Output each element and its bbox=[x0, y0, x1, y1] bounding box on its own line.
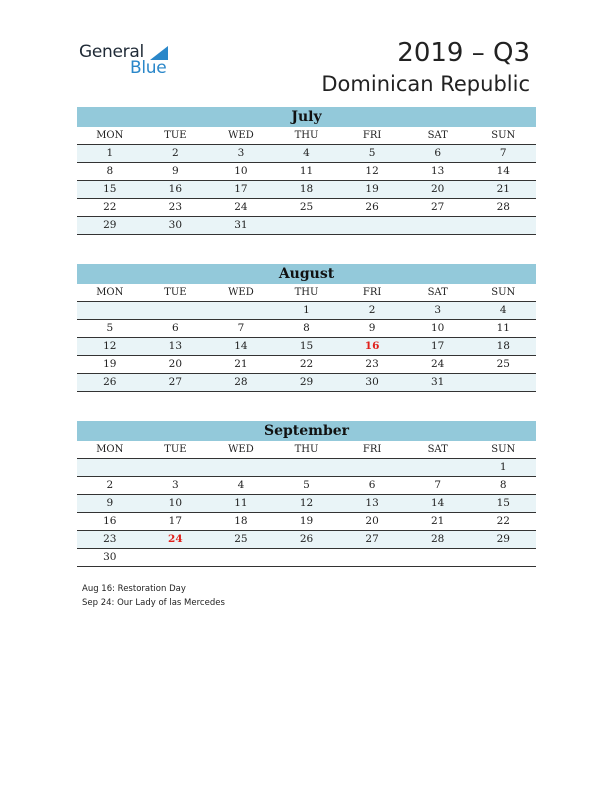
day-cell: 28 bbox=[430, 533, 445, 545]
holiday-notes bbox=[82, 582, 225, 610]
week-row bbox=[77, 199, 536, 217]
week-row bbox=[77, 549, 536, 567]
week-row bbox=[77, 477, 536, 495]
weekday-label: MON bbox=[96, 287, 124, 298]
logo-text-general: General bbox=[79, 42, 144, 62]
day-cell: 3 bbox=[434, 304, 442, 316]
day-cell: 31 bbox=[430, 376, 445, 388]
day-cell: 22 bbox=[496, 515, 510, 527]
day-cell: 19 bbox=[365, 183, 379, 195]
day-cell: 3 bbox=[172, 479, 179, 491]
day-cell: 1 bbox=[303, 304, 310, 316]
day-cell: 10 bbox=[430, 322, 445, 334]
day-cell: 16 bbox=[103, 515, 117, 527]
day-cell: 15 bbox=[496, 497, 510, 509]
day-cell: 1 bbox=[499, 461, 507, 473]
day-cell: 23 bbox=[168, 201, 183, 213]
day-cell: 12 bbox=[365, 165, 379, 177]
day-cell: 2 bbox=[172, 147, 179, 159]
weekday-label: FRI bbox=[362, 444, 382, 455]
month-title: July bbox=[77, 107, 536, 127]
day-cell: 28 bbox=[234, 376, 248, 388]
week-row bbox=[77, 217, 536, 235]
day-cell: 2 bbox=[106, 479, 114, 491]
day-cell: 19 bbox=[299, 515, 314, 527]
day-cell: 24 bbox=[234, 201, 248, 213]
day-cell bbox=[470, 217, 536, 234]
weekday-label: TUE bbox=[164, 287, 187, 298]
day-cell bbox=[405, 459, 471, 476]
day-cell bbox=[405, 217, 471, 234]
weekday-label: SUN bbox=[491, 130, 516, 141]
month-title: September bbox=[77, 421, 536, 441]
day-cell: 2 bbox=[368, 304, 376, 316]
weekday-label: SAT bbox=[427, 444, 448, 455]
week-row bbox=[77, 145, 536, 163]
day-cell: 13 bbox=[365, 497, 379, 509]
weekday-label: MON bbox=[96, 444, 124, 455]
weekday-header-row bbox=[77, 284, 536, 302]
week-row bbox=[77, 531, 536, 549]
weekday-label: WED bbox=[228, 287, 254, 298]
day-cell: 9 bbox=[172, 165, 179, 177]
day-cell: 8 bbox=[499, 479, 507, 491]
day-cell: 11 bbox=[299, 165, 314, 177]
weekday-label: THU bbox=[294, 287, 319, 298]
week-row bbox=[77, 302, 536, 320]
weekday-label: THU bbox=[294, 444, 319, 455]
week-row bbox=[77, 495, 536, 513]
logo-text-blue: Blue bbox=[130, 58, 167, 78]
day-cell: 23 bbox=[365, 358, 379, 370]
day-cell bbox=[274, 549, 340, 566]
day-cell: 9 bbox=[106, 497, 114, 509]
day-cell bbox=[339, 217, 405, 234]
week-row bbox=[77, 356, 536, 374]
weekday-label: SAT bbox=[427, 287, 448, 298]
day-cell bbox=[143, 302, 209, 319]
day-cell: 20 bbox=[168, 358, 183, 370]
weekday-label: MON bbox=[96, 130, 124, 141]
day-cell: 25 bbox=[299, 201, 314, 213]
logo bbox=[79, 42, 179, 82]
holiday-note: Aug 16: Restoration Day bbox=[82, 584, 186, 594]
day-cell: 13 bbox=[430, 165, 445, 177]
weekday-label: SAT bbox=[427, 130, 448, 141]
day-cell: 9 bbox=[368, 322, 376, 334]
day-cell: 22 bbox=[103, 201, 117, 213]
holiday-note: Sep 24: Our Lady of las Mercedes bbox=[82, 598, 225, 608]
day-cell: 13 bbox=[168, 340, 183, 352]
day-cell: 26 bbox=[365, 201, 379, 213]
day-cell: 7 bbox=[434, 479, 442, 491]
day-cell: 7 bbox=[237, 322, 245, 334]
weekday-label: THU bbox=[294, 130, 319, 141]
day-cell: 26 bbox=[103, 376, 117, 388]
day-cell: 11 bbox=[496, 322, 510, 334]
weekday-header-row bbox=[77, 441, 536, 459]
weekday-label: SUN bbox=[491, 444, 516, 455]
day-cell: 27 bbox=[365, 533, 379, 545]
day-cell: 14 bbox=[234, 340, 248, 352]
day-cell: 5 bbox=[303, 479, 310, 491]
country-title: Dominican Republic bbox=[321, 72, 530, 96]
day-cell: 23 bbox=[103, 533, 117, 545]
week-row bbox=[77, 374, 536, 392]
day-cell: 29 bbox=[103, 219, 117, 231]
day-cell bbox=[77, 459, 143, 476]
day-cell: 1 bbox=[106, 147, 114, 159]
week-row bbox=[77, 320, 536, 338]
day-cell: 10 bbox=[234, 165, 248, 177]
day-cell: 12 bbox=[103, 340, 117, 352]
day-cell: 17 bbox=[168, 515, 183, 527]
day-cell: 5 bbox=[106, 322, 114, 334]
day-cell: 20 bbox=[430, 183, 445, 195]
day-cell bbox=[339, 459, 405, 476]
month-title: August bbox=[77, 264, 536, 284]
day-cell: 18 bbox=[299, 183, 314, 195]
week-row bbox=[77, 163, 536, 181]
day-cell bbox=[77, 302, 143, 319]
week-row bbox=[77, 338, 536, 356]
day-cell bbox=[274, 217, 340, 234]
day-cell bbox=[208, 549, 274, 566]
day-cell: 12 bbox=[299, 497, 314, 509]
day-cell bbox=[274, 459, 340, 476]
day-cell: 8 bbox=[303, 322, 310, 334]
day-cell: 24 bbox=[430, 358, 445, 370]
day-cell: 29 bbox=[299, 376, 314, 388]
week-row bbox=[77, 459, 536, 477]
month-calendar-august bbox=[77, 264, 536, 392]
day-cell: 14 bbox=[496, 165, 510, 177]
day-cell: 4 bbox=[499, 304, 507, 316]
day-cell: 18 bbox=[234, 515, 248, 527]
day-cell: 14 bbox=[430, 497, 445, 509]
day-cell: 6 bbox=[172, 322, 179, 334]
day-cell: 8 bbox=[106, 165, 114, 177]
day-cell: 3 bbox=[237, 147, 245, 159]
day-cell: 6 bbox=[368, 479, 376, 491]
day-cell: 4 bbox=[237, 479, 245, 491]
weekday-label: TUE bbox=[164, 444, 187, 455]
day-cell: 25 bbox=[234, 533, 248, 545]
day-cell: 30 bbox=[103, 551, 117, 563]
weekday-label: TUE bbox=[164, 130, 187, 141]
month-calendar-july bbox=[77, 107, 536, 235]
day-cell: 21 bbox=[496, 183, 510, 195]
weekday-label: FRI bbox=[362, 287, 382, 298]
weekday-label: SUN bbox=[491, 287, 516, 298]
day-cell bbox=[143, 459, 209, 476]
day-cell: 17 bbox=[430, 340, 445, 352]
day-cell: 27 bbox=[430, 201, 445, 213]
day-cell bbox=[143, 549, 209, 566]
page-title: 2019 – Q3 bbox=[397, 38, 530, 68]
day-cell: 27 bbox=[168, 376, 183, 388]
day-cell bbox=[208, 302, 274, 319]
day-cell bbox=[208, 459, 274, 476]
day-cell: 16 bbox=[168, 183, 183, 195]
day-cell: 18 bbox=[496, 340, 510, 352]
holiday-day-cell: 16 bbox=[364, 340, 380, 352]
month-calendar-september bbox=[77, 421, 536, 567]
weekday-label: FRI bbox=[362, 130, 382, 141]
day-cell: 19 bbox=[103, 358, 117, 370]
day-cell: 4 bbox=[303, 147, 310, 159]
day-cell: 15 bbox=[103, 183, 117, 195]
day-cell: 22 bbox=[299, 358, 314, 370]
week-row bbox=[77, 513, 536, 531]
week-row bbox=[77, 181, 536, 199]
day-cell bbox=[470, 374, 536, 391]
day-cell: 30 bbox=[365, 376, 379, 388]
holiday-day-cell: 24 bbox=[168, 533, 183, 545]
day-cell: 25 bbox=[496, 358, 510, 370]
day-cell: 21 bbox=[234, 358, 248, 370]
day-cell: 6 bbox=[434, 147, 442, 159]
day-cell: 21 bbox=[430, 515, 445, 527]
day-cell bbox=[339, 549, 405, 566]
day-cell: 30 bbox=[168, 219, 183, 231]
weekday-label: WED bbox=[228, 130, 254, 141]
day-cell bbox=[405, 549, 471, 566]
day-cell: 10 bbox=[168, 497, 183, 509]
weekday-label: WED bbox=[228, 444, 254, 455]
day-cell bbox=[470, 549, 536, 566]
day-cell: 20 bbox=[365, 515, 379, 527]
day-cell: 28 bbox=[496, 201, 510, 213]
day-cell: 29 bbox=[496, 533, 510, 545]
day-cell: 31 bbox=[234, 219, 248, 231]
day-cell: 26 bbox=[299, 533, 314, 545]
day-cell: 11 bbox=[234, 497, 248, 509]
day-cell: 7 bbox=[499, 147, 507, 159]
weekday-header-row bbox=[77, 127, 536, 145]
day-cell: 15 bbox=[299, 340, 314, 352]
day-cell: 17 bbox=[234, 183, 248, 195]
day-cell: 5 bbox=[368, 147, 376, 159]
